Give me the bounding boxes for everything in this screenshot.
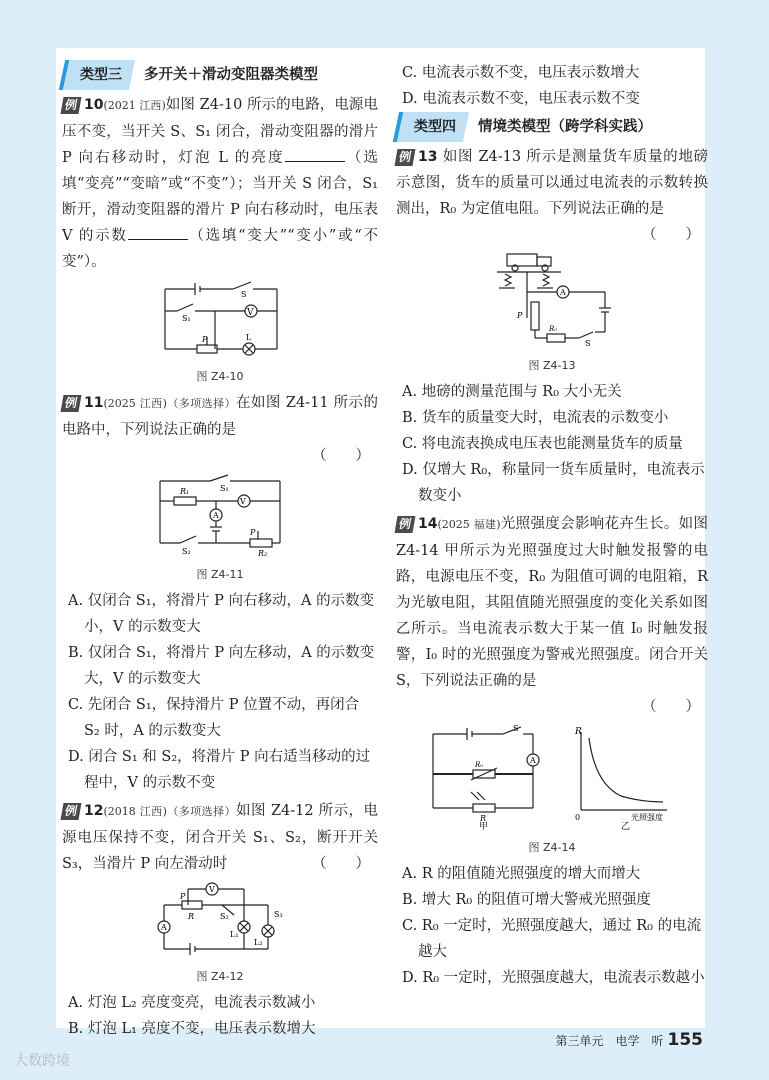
- svg-text:S₁: S₁: [220, 484, 229, 493]
- svg-text:R: R: [480, 814, 487, 823]
- question-type: （多项选择）: [166, 805, 237, 818]
- example-badge: 例: [395, 149, 416, 166]
- svg-text:R₀: R₀: [475, 761, 484, 769]
- example-badge: 例: [61, 97, 82, 114]
- option-d[interactable]: D. 闭合 S₁ 和 S₂，将滑片 P 向右适当移动的过程中，V 的示数不变: [68, 749, 371, 791]
- answer-bracket[interactable]: （ ）: [642, 227, 700, 243]
- answer-blank[interactable]: [128, 225, 188, 240]
- section-title: 多开关＋滑动变阻器类模型: [144, 67, 318, 83]
- answer-bracket[interactable]: （ ）: [642, 699, 700, 715]
- option-c[interactable]: C. 电流表示数不变，电压表示数增大: [402, 65, 640, 81]
- svg-text:A: A: [530, 756, 536, 765]
- figure-caption: 图 Z4-13: [528, 359, 576, 372]
- answer-bracket[interactable]: （ ）: [312, 448, 370, 464]
- example-badge: 例: [61, 803, 82, 820]
- question-text: 光照强度会影响花卉生长。如图 Z4-14 甲所示为光照强度过大时触发报警的电路，电源电压不变，R₀ 为阻值可调的电阻箱，R 为光敏电阻，其阻值随光照强度的变化关系如图乙所示。当电流表示数大于某一值 I₀ 时触发报警，I₀ 时的光照强度为警戒光照强度。闭合开关 S，下列说法正确的是: [396, 516, 708, 689]
- question-14: [396, 511, 708, 694]
- option-d[interactable]: D. R₀ 一定时，光照强度越大，电流表示数越小: [402, 970, 705, 986]
- example-badge: 例: [395, 516, 416, 533]
- question-text: （选填“变大”“变小”或“不变”）。: [62, 228, 378, 270]
- section-tag: 类型四: [414, 119, 456, 135]
- question-source: (2021 江西): [103, 99, 166, 112]
- option-a[interactable]: A. 地磅的测量范围与 R₀ 大小无关: [402, 384, 622, 400]
- question-number: 14: [418, 516, 438, 532]
- option-d[interactable]: D. 电流表示数不变，电压表示数不变: [402, 91, 640, 107]
- figure-label-yi: 乙: [621, 822, 631, 830]
- options-q12-part1: [62, 990, 378, 1042]
- figure-caption: 图 Z4-10: [196, 370, 244, 383]
- question-number: 10: [84, 97, 104, 113]
- option-a[interactable]: A. 灯泡 L₂ 亮度变亮，电流表示数减小: [68, 995, 316, 1011]
- svg-text:V: V: [209, 885, 215, 894]
- section-header-3: [62, 60, 378, 90]
- svg-text:S: S: [585, 339, 591, 348]
- question-text: 如图 Z4-12 所示，电源电压保持不变，闭合开关 S₁、S₂，断开开关 S₃，当滑片 P 向左滑动时: [62, 803, 378, 872]
- question-source: (2025 福建): [437, 518, 501, 531]
- example-badge: 例: [61, 395, 82, 412]
- option-c[interactable]: C. 将电流表换成电压表也能测量货车的质量: [402, 436, 683, 452]
- question-number: 12: [84, 803, 104, 819]
- question-text: 在如图 Z4-11 所示的电路中，下列说法正确的是: [62, 395, 378, 438]
- circuit-diagram: [155, 279, 285, 359]
- svg-text:L: L: [246, 333, 252, 342]
- section-title: 情境类模型（跨学科实践）: [478, 119, 652, 135]
- svg-text:R: R: [188, 912, 195, 921]
- figure-caption: 图 Z4-14: [528, 841, 576, 854]
- svg-text:A: A: [560, 288, 566, 297]
- question-text: 如图 Z4-13 所示是测量货车质量的地磅示意图，货车的质量可以通过电流表的示数转换测出，R₀ 为定值电阻。下列说法正确的是: [396, 149, 709, 217]
- graph-origin: 0: [575, 813, 581, 822]
- svg-text:R₂: R₂: [258, 549, 268, 557]
- options-q13: [396, 379, 708, 509]
- circuit-diagram: [150, 473, 290, 557]
- option-b[interactable]: B. 仅闭合 S₁，将滑片 P 向左移动，A 的示数变大，V 的示数变大: [68, 645, 375, 687]
- question-text: （选填“变亮”“变暗”或“不变”）；当开关 S 闭合，S₁ 断开，滑动变阻器的滑片 P 向右移动时，电压表 V 的示数: [62, 150, 379, 244]
- right-column: [396, 60, 708, 991]
- option-b[interactable]: B. 货车的质量变大时，电流表的示数变小: [402, 410, 669, 426]
- question-number: 13: [418, 149, 438, 165]
- answer-blank[interactable]: [285, 147, 345, 162]
- svg-text:V: V: [240, 497, 246, 506]
- options-q14: [396, 861, 708, 991]
- graph-y-label: R: [575, 727, 582, 737]
- svg-text:R₀: R₀: [549, 325, 558, 333]
- question-text: 如图 Z4-10 所示的电路，电源电压不变，当开关 S、S₁ 闭合，滑动变阻器的滑片 P 向右移动时，灯泡 L 的亮度: [62, 97, 378, 166]
- svg-text:P: P: [250, 528, 256, 537]
- question-10: [62, 92, 378, 275]
- page-footer: [555, 1030, 703, 1050]
- circuit-diagram: [150, 881, 290, 959]
- figure-z4-12: [62, 881, 378, 986]
- svg-text:S: S: [241, 290, 247, 299]
- answer-bracket[interactable]: （ ）: [312, 856, 370, 872]
- unit-label: 第三单元 电学 听: [555, 1034, 664, 1048]
- options-q11: [62, 588, 378, 796]
- svg-text:R₁: R₁: [180, 487, 190, 496]
- circuit-and-graph: [417, 724, 687, 830]
- section-tag: 类型三: [80, 67, 122, 83]
- question-source: (2018 江西): [103, 805, 167, 818]
- question-number: 11: [84, 395, 104, 411]
- svg-text:L₂: L₂: [254, 938, 263, 947]
- svg-text:V: V: [247, 308, 254, 318]
- question-12: [62, 798, 378, 877]
- left-band: [0, 0, 56, 1080]
- svg-text:P: P: [517, 311, 523, 320]
- weighbridge-diagram: [487, 252, 617, 348]
- svg-text:S₃: S₃: [274, 910, 283, 919]
- svg-text:P: P: [202, 335, 208, 344]
- figure-z4-11: [62, 473, 378, 584]
- page-number: 155: [667, 1030, 703, 1050]
- option-a[interactable]: A. R 的阻值随光照强度的增大而增大: [402, 866, 641, 882]
- svg-text:P: P: [180, 892, 186, 901]
- svg-text:S: S: [513, 724, 519, 733]
- question-source: (2025 江西): [103, 397, 167, 410]
- svg-text:S₁: S₁: [182, 314, 191, 323]
- option-b[interactable]: B. 增大 R₀ 的阻值可增大警戒光照强度: [402, 892, 651, 908]
- figure-z4-13: [396, 252, 708, 375]
- option-a[interactable]: A. 仅闭合 S₁，将滑片 P 向右移动，A 的示数变小，V 的示数变大: [68, 593, 375, 635]
- figure-caption: 图 Z4-12: [196, 970, 244, 983]
- graph-x-label: 光照强度: [631, 813, 663, 822]
- right-band: [705, 0, 769, 1080]
- figure-z4-14: [396, 724, 708, 857]
- question-13: [396, 144, 708, 222]
- figure-label-jia: 甲: [479, 822, 489, 830]
- watermark: 大数跨境: [14, 1053, 70, 1069]
- option-c[interactable]: C. R₀ 一定时，光照强度越大，通过 R₀ 的电流越大: [402, 918, 702, 960]
- option-b[interactable]: B. 灯泡 L₁ 亮度不变，电压表示数增大: [68, 1021, 316, 1037]
- svg-text:A: A: [161, 923, 167, 932]
- option-d[interactable]: D. 仅增大 R₀，称量同一货车质量时，电流表示数变小: [402, 462, 705, 504]
- options-q12-part2: [396, 60, 708, 112]
- top-band: [0, 0, 769, 48]
- section-header-4: [396, 112, 708, 142]
- question-type: （多项选择）: [166, 397, 237, 410]
- option-c[interactable]: C. 先闭合 S₁，保持滑片 P 位置不动，再闭合 S₂ 时，A 的示数变大: [68, 697, 360, 739]
- figure-caption: 图 Z4-11: [196, 568, 244, 581]
- svg-text:L₁: L₁: [230, 930, 239, 939]
- left-column: [62, 60, 378, 1042]
- svg-text:S₂: S₂: [220, 912, 229, 921]
- figure-z4-10: [62, 279, 378, 386]
- svg-text:S₂: S₂: [182, 547, 191, 556]
- question-11: [62, 390, 378, 443]
- svg-text:A: A: [213, 511, 219, 520]
